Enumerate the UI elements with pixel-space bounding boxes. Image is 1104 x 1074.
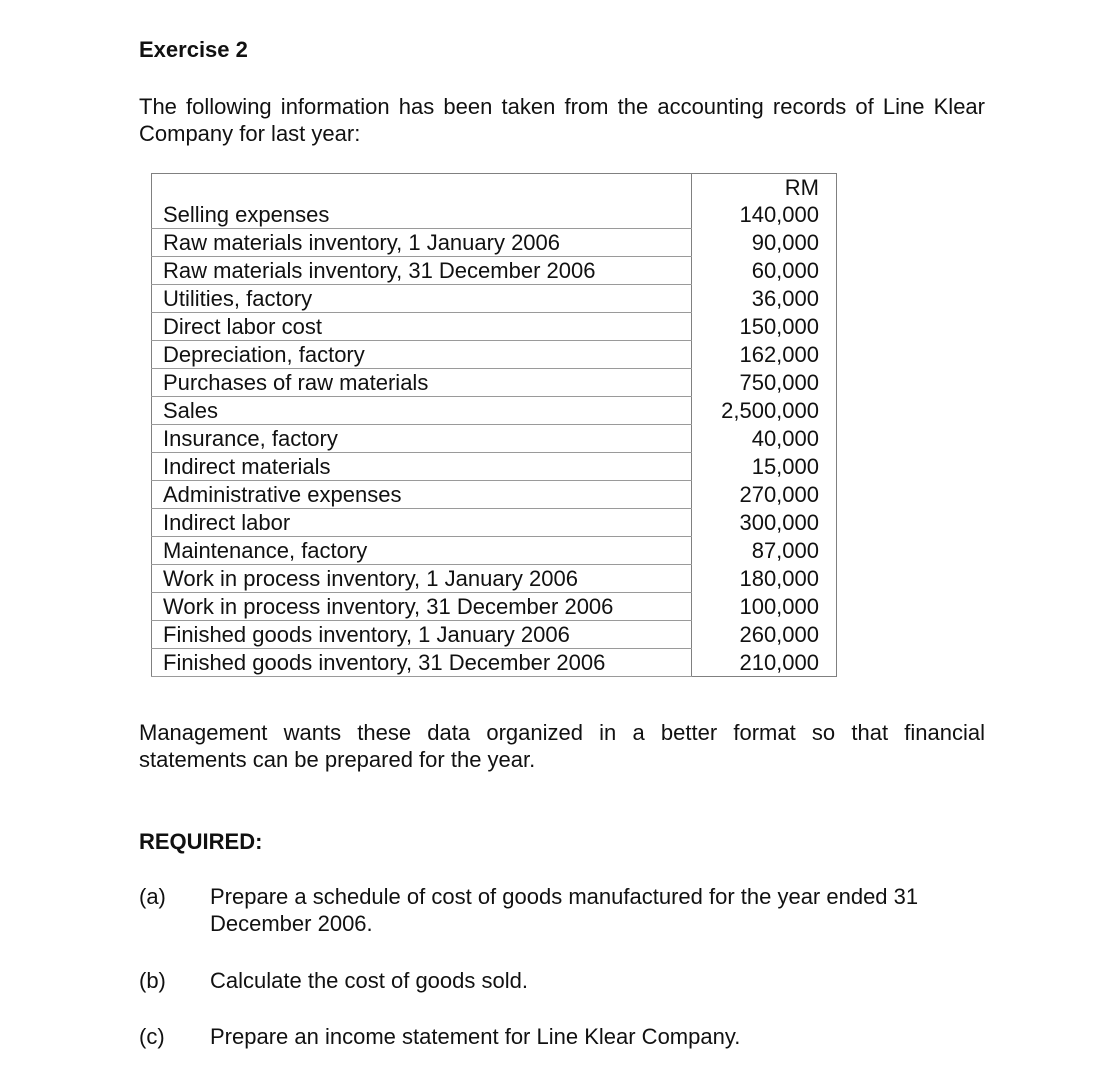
row-item: Direct labor cost: [152, 313, 692, 341]
table-row: [152, 481, 837, 509]
row-amount: 2,500,000: [692, 397, 837, 425]
row-amount: 100,000: [692, 593, 837, 621]
row-item: Purchases of raw materials: [152, 369, 692, 397]
row-item: Work in process inventory, 31 December 2006: [152, 593, 692, 621]
row-item: Work in process inventory, 1 January 2006: [152, 565, 692, 593]
table-row: [152, 621, 837, 649]
row-amount: 90,000: [692, 229, 837, 257]
table-row: [152, 537, 837, 565]
required-item-text: Prepare a schedule of cost of goods manufactured for the year ended 31 December 2006.: [210, 884, 919, 936]
currency-header: RM: [692, 174, 837, 202]
row-amount: 270,000: [692, 481, 837, 509]
row-amount: 162,000: [692, 341, 837, 369]
required-item-a: [139, 883, 999, 943]
row-amount: 210,000: [692, 649, 837, 677]
row-item: Administrative expenses: [152, 481, 692, 509]
table-row: [152, 285, 837, 313]
intro-paragraph: The following information has been taken from the accounting records of Line Klear Company for last year:: [139, 94, 985, 146]
management-paragraph: Management wants these data organized in a better format so that financial statements can be prepared for the year.: [139, 720, 985, 772]
row-item: Utilities, factory: [152, 285, 692, 313]
table-row: [152, 369, 837, 397]
row-amount: 260,000: [692, 621, 837, 649]
row-amount: 140,000: [692, 201, 837, 229]
table-row: [152, 649, 837, 677]
row-item: Raw materials inventory, 31 December 2006: [152, 257, 692, 285]
table-row: [152, 397, 837, 425]
row-item: Depreciation, factory: [152, 341, 692, 369]
row-item: Indirect materials: [152, 453, 692, 481]
row-item: Selling expenses: [152, 201, 692, 229]
table-row: [152, 593, 837, 621]
table-row: [152, 453, 837, 481]
required-item-marker: (c): [139, 1024, 165, 1049]
required-heading: REQUIRED:: [139, 829, 263, 854]
table-row: [152, 425, 837, 453]
table-row: [152, 313, 837, 341]
row-amount: 180,000: [692, 565, 837, 593]
accounting-records-body: [152, 174, 837, 677]
row-amount: 40,000: [692, 425, 837, 453]
row-amount: 36,000: [692, 285, 837, 313]
row-item: Finished goods inventory, 31 December 2006: [152, 649, 692, 677]
header-item-cell: [152, 174, 692, 202]
row-amount: 15,000: [692, 453, 837, 481]
accounting-records-table: [151, 173, 837, 677]
required-item-c: [139, 1023, 999, 1053]
row-amount: 150,000: [692, 313, 837, 341]
required-item-b: [139, 967, 999, 997]
row-amount: 750,000: [692, 369, 837, 397]
table-row: [152, 341, 837, 369]
required-item-marker: (a): [139, 884, 166, 909]
row-item: Raw materials inventory, 1 January 2006: [152, 229, 692, 257]
required-item-text: Prepare an income statement for Line Klear Company.: [210, 1024, 741, 1049]
row-item: Insurance, factory: [152, 425, 692, 453]
table-row: [152, 229, 837, 257]
table-row: [152, 201, 837, 229]
table-row: [152, 257, 837, 285]
row-amount: 87,000: [692, 537, 837, 565]
row-item: Finished goods inventory, 1 January 2006: [152, 621, 692, 649]
row-item: Indirect labor: [152, 509, 692, 537]
row-item: Maintenance, factory: [152, 537, 692, 565]
table-header-row: [152, 174, 837, 202]
table-row: [152, 509, 837, 537]
required-item-text: Calculate the cost of goods sold.: [210, 968, 528, 993]
row-amount: 300,000: [692, 509, 837, 537]
table-row: [152, 565, 837, 593]
row-amount: 60,000: [692, 257, 837, 285]
row-item: Sales: [152, 397, 692, 425]
exercise-title: Exercise 2: [139, 37, 248, 62]
required-item-marker: (b): [139, 968, 166, 993]
